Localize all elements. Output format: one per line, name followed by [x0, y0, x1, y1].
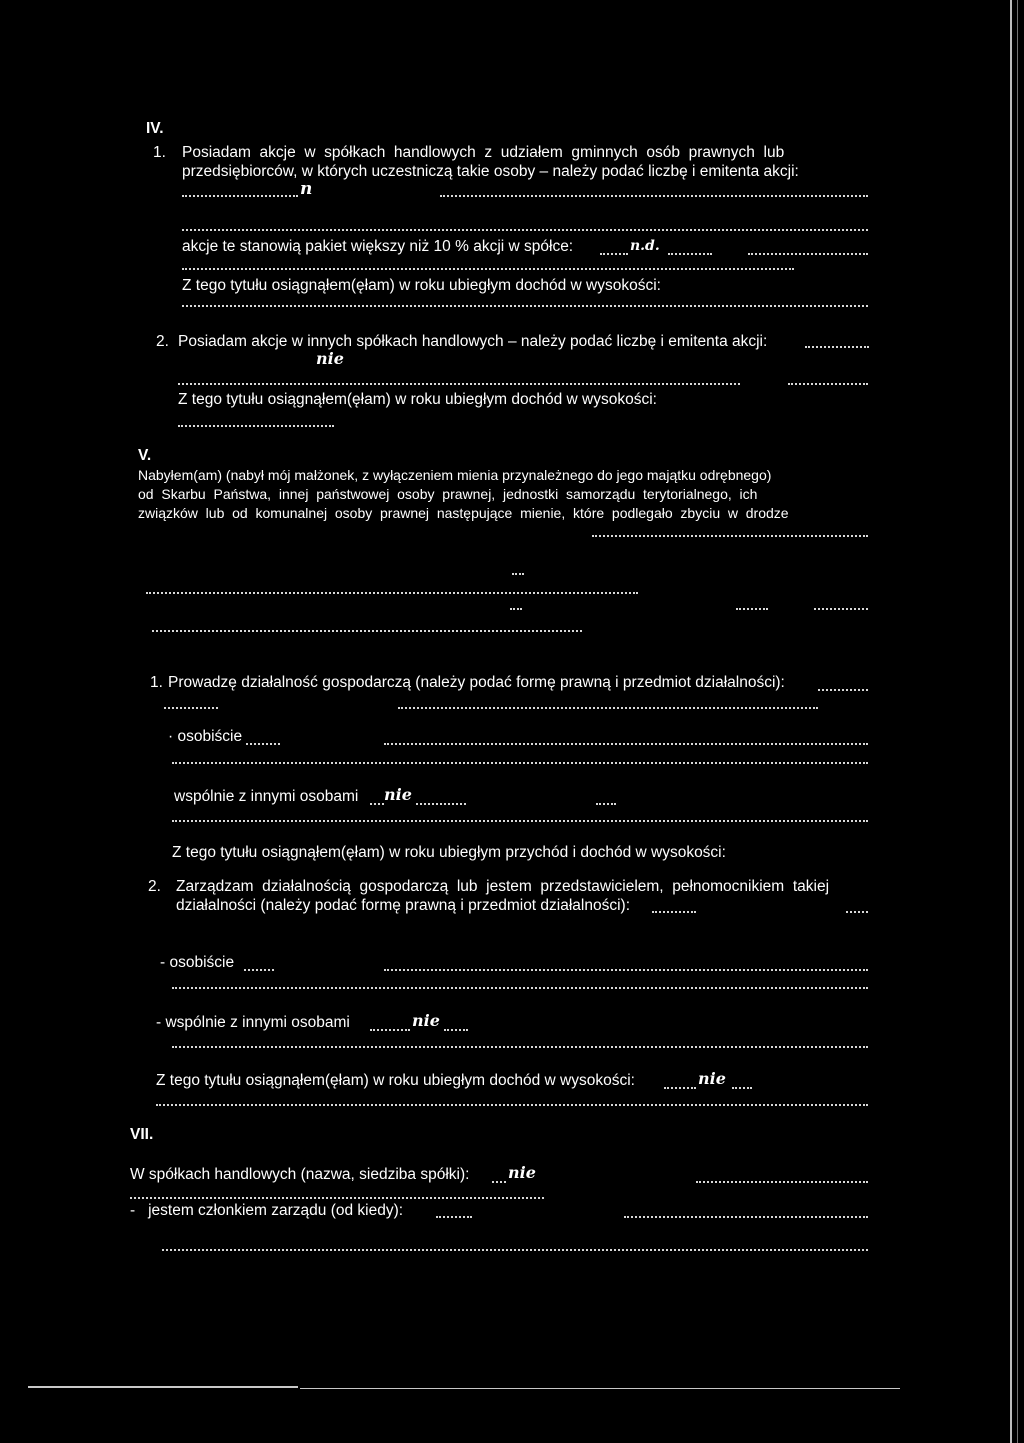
v-line2: od Skarbu Państwa, innej państwowej osoby prawnej, jednostki samorządu terytorialnego, ich: [138, 486, 758, 502]
fill-line: [398, 707, 818, 709]
fill-line: [696, 1181, 868, 1183]
iv-item1-answer: n: [300, 179, 313, 199]
scan-bottom-rule: [28, 1386, 298, 1388]
iv-item1-line2: przedsiębiorców, w których uczestniczą takie osoby – należy podać liczbę i emitenta akcji:: [182, 163, 799, 180]
fill-line: [246, 743, 280, 745]
fill-line: [748, 253, 868, 255]
vi-item2-line2: działalności (należy podać formę prawną i przedmiot działalności):: [176, 897, 631, 914]
fill-line: [244, 969, 274, 971]
fill-line: [668, 253, 712, 255]
fill-line: [732, 1087, 752, 1089]
fill-line: [846, 911, 868, 913]
iv-item1-income-label: Z tego tytułu osiągnąłem(ęłam) w roku ubiegłym dochód w wysokości:: [182, 277, 661, 294]
vi-item2-income-answer: nie: [698, 1069, 726, 1088]
fill-line: [182, 229, 868, 231]
vi-item2-line1: Zarządzam działalnością gospodarczą lub jestem przedstawicielem, pełnomocnikiem takiej: [176, 878, 830, 895]
vi-item1-wspolnie-answer: nie: [384, 785, 412, 804]
fill-line: [652, 911, 696, 913]
fill-line: [805, 346, 869, 348]
iv-item2-answer: nie: [316, 349, 344, 368]
fill-line: [178, 425, 334, 427]
vii-zarzad-label: - jestem członkiem zarządu (od kiedy):: [130, 1202, 404, 1219]
vii-spolki-label: W spółkach handlowych (nazwa, siedziba spółki):: [130, 1166, 470, 1183]
iv-pakiet-answer: n.d.: [630, 238, 660, 254]
fill-line: [182, 268, 794, 270]
fill-line: [436, 1216, 472, 1218]
fill-line: [162, 1249, 868, 1251]
vi-item1-osobiscie: · osobiście: [168, 728, 243, 745]
vi-item1-wspolnie: wspólnie z innymi osobami: [174, 788, 359, 805]
fill-line: [156, 1104, 868, 1106]
scan-edge-line: [1017, 0, 1018, 1443]
fill-line: [492, 1181, 506, 1183]
fill-line: [736, 608, 768, 610]
fill-line: [172, 820, 868, 822]
fill-line: [164, 707, 218, 709]
vi-item2-wspolnie-answer: nie: [412, 1011, 440, 1030]
vi-item1-income-label: Z tego tytułu osiągnąłem(ęłam) w roku ubiegłym przychód i dochód w wysokości:: [172, 844, 726, 861]
fill-line: [596, 803, 616, 805]
vi-item2-number: 2.: [148, 878, 161, 895]
fill-line: [178, 383, 740, 385]
section-iv-heading: IV.: [146, 120, 164, 137]
fill-line: [130, 1197, 544, 1199]
fill-line: [370, 1029, 410, 1031]
v-line1: Nabyłem(am) (nabył mój małżonek, z wyłączeniem mienia przynależnego do jego majątku odrębnego): [138, 467, 772, 483]
fill-line: [600, 253, 628, 255]
fill-line: [510, 608, 522, 610]
iv-item1-number: 1.: [153, 144, 166, 161]
fill-line: [818, 689, 868, 691]
fill-line: [624, 1216, 868, 1218]
vi-item1-label: Prowadzę działalność gospodarczą (należy podać formę prawną i przedmiot działalności):: [168, 674, 785, 691]
fill-line: [416, 803, 466, 805]
fill-line: [512, 573, 524, 575]
fill-line: [172, 987, 868, 989]
fill-line: [384, 969, 868, 971]
fill-line: [152, 630, 582, 632]
fill-line: [814, 608, 868, 610]
vii-spolki-answer: nie: [508, 1163, 536, 1182]
fill-line: [444, 1029, 468, 1031]
iv-item2-number: 2.: [156, 333, 169, 350]
fill-line: [440, 195, 868, 197]
fill-line: [788, 383, 868, 385]
iv-pakiet-label: akcje te stanowią pakiet większy niż 10 % akcji w spółce:: [182, 238, 574, 255]
fill-line: [664, 1087, 696, 1089]
scan-edge-line: [1010, 0, 1012, 1443]
vi-item1-number: 1.: [150, 674, 163, 691]
fill-line: [182, 305, 868, 307]
vi-item2-income-label: Z tego tytułu osiągnąłem(ęłam) w roku ubiegłym dochód w wysokości:: [156, 1072, 635, 1089]
fill-line: [172, 1046, 868, 1048]
fill-line: [592, 535, 868, 537]
fill-line: [146, 592, 638, 594]
section-vii-heading: VII.: [130, 1126, 154, 1143]
vi-item2-osobiscie: - osobiście: [160, 954, 235, 971]
fill-line: [384, 743, 868, 745]
scan-bottom-rule: [300, 1388, 900, 1389]
fill-line: [182, 195, 298, 197]
v-line3: związków lub od komunalnej osoby prawnej następujące mienie, które podlegało zbyciu w drodze: [138, 505, 789, 521]
iv-item2-line1: Posiadam akcje w innych spółkach handlowych – należy podać liczbę i emitenta akcji:: [178, 333, 768, 350]
section-v-heading: V.: [138, 447, 152, 464]
iv-item2-income-label: Z tego tytułu osiągnąłem(ęłam) w roku ubiegłym dochód w wysokości:: [178, 391, 657, 408]
fill-line: [172, 762, 868, 764]
iv-item1-line1: Posiadam akcje w spółkach handlowych z udziałem gminnych osób prawnych lub: [182, 144, 785, 161]
fill-line: [370, 803, 384, 805]
vi-item2-wspolnie: - wspólnie z innymi osobami: [156, 1014, 350, 1031]
